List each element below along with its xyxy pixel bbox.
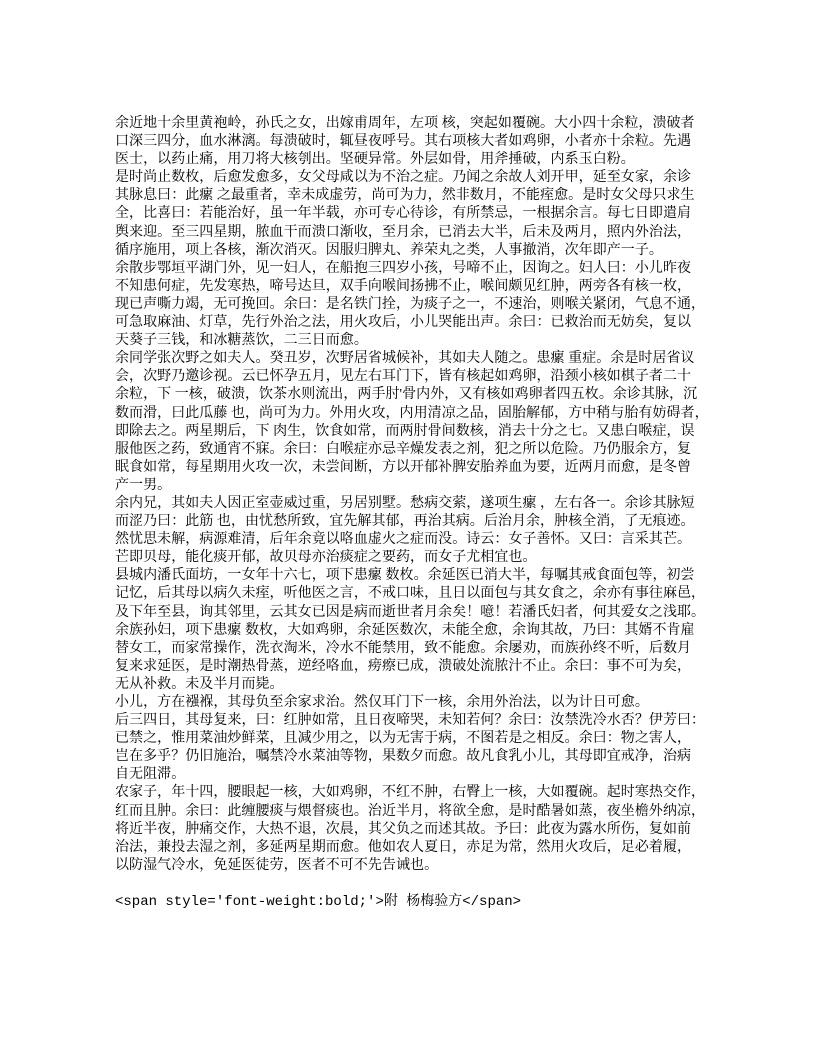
paragraph [115, 784, 707, 874]
text-line: 治法，兼投去湿之剂，多延两星期而愈。他如农人夏日，赤足为常，然用火攻后，足必着履， [115, 839, 692, 855]
text-line: 已禁之，惟用菜油炒鲜菜，且减少用之，以为无害于病，不图若是之相反。余曰：物之害人， [115, 731, 692, 747]
paragraph [115, 115, 707, 169]
text-line: 县城内潘氏面坊，一女年十六七，项下患瘰 数枚。余延医已消大半，每嘱其戒食面包等，初尝 [115, 568, 695, 584]
text-line: 将近半夜，肿痛交作，大热不退，次晨，其父负之而述其故。予曰：此夜为露水所伤，复如前 [115, 821, 692, 837]
text-line: 余族孙妇，项下患瘰 数枚，大如鸡卵，余延医数次，未能全愈，余询其故，乃曰：其婿不肯雇 [115, 622, 695, 638]
text-line: 循序施用，项上各核，渐次消灭。因服归脾丸、养荣丸之类，人事撤消，次年即产一子。 [115, 242, 663, 258]
text-line: 余内兄，其如夫人因正室壶威过重，另居别墅。愁病交萦，遂项生瘰 ，左右各一。余诊其脉短 [115, 495, 695, 511]
text-line: 即除去之。两星期后，下 肉生，饮食如常，而两肘骨间数核，消去十分之七。又患白喉症，误 [115, 423, 695, 439]
text-line: 农家子，年十四，腰眼起一核，大如鸡卵，不红不肿，右臀上一核，大如覆碗。起时寒热交作， [115, 785, 706, 801]
text-line: 不知患何症，先发寒热，啼号达旦，双手向喉间扬拂不止，喉间颇见红肿，两旁各有核一枚， [115, 278, 692, 294]
paragraph [115, 495, 707, 567]
text-line: 岂在多乎？仍旧施治，嘱禁冷水菜油等物，果数夕而愈。故凡食乳小儿，其母即宜戒净，治病 [115, 749, 692, 765]
text-line: 余同学张次野之如夫人。癸丑岁，次野居省城候补，其如夫人随之。患瘰 重症。余是时居省议 [115, 351, 695, 367]
text-line: 替女工，而家常操作，洗衣淘米，冷水不能禁用，致不能愈。余屡劝，而族孙终不听，后数月 [115, 640, 692, 656]
paragraph [115, 567, 707, 621]
text-line: 及下年至县，询其邻里，云其女已因是病而逝世者月余矣！噫！若潘氏妇者，何其爱女之浅耶。 [115, 604, 706, 620]
text-line: 红而且肿。余曰：此缠腰痰与煨督痰也。治近半月，将欲全愈，是时酷暑如蒸，夜坐檐外纳凉， [115, 803, 706, 819]
text-line: 以防湿气冷水，免延医徒劳，医者不可不先告诫也。 [115, 857, 439, 873]
text-body [115, 115, 707, 911]
text-line: 余粒，下 一核，破溃，饮茶水则流出，两手肘'骨内外，又有核如鸡卵者四五枚。余诊其脉，沉 [115, 387, 698, 403]
text-line: 数而滑，曰此瓜藤 也，尚可为力。外用火攻，内用清凉之品，固胎解郁，方中稍与胎有妨碍者， [115, 405, 709, 421]
text-line: 芒即贝母，能化痰开郁，故贝母亦治痰症之要药，而女子尤相宜也。 [115, 550, 537, 566]
text-line: 口深三四分，血水淋漓。每溃破时，辄昼夜呼号。其右项核大者如鸡卵，小者亦十余粒。先遇 [115, 134, 692, 150]
text-line: 复来求延医，是时潮热骨蒸，逆经咯血，痨瘵已成，溃破处流脓汁不止。余曰：事不可为矣， [115, 658, 692, 674]
text-line: 会，次野乃邀诊视。云已怀孕五月，见左右耳门下，皆有核起如鸡卵，沿颈小核如棋子者二十 [115, 369, 692, 385]
paragraph [115, 260, 707, 350]
text-line: 全，比喜曰：若能治好，虽一年半载，亦可专心待诊，有所禁忌，一根据余言。每七日即遣肩 [115, 206, 692, 222]
paragraph [115, 712, 707, 784]
text-line: 其脉息曰：此瘰 之最重者，幸未成虚劳，尚可为力，然非数月，不能痓愈。是时女父母只求生 [115, 188, 695, 204]
text-line: 记忆，后其母以病久未痓，听他医之言，不戒口味，且日以面包与其女食之，余亦有事往麻邑， [115, 586, 706, 602]
text-line: 天葵子三钱，和冰糖蒸饮，二三日而愈。 [115, 333, 368, 349]
text-line: 后三四日，其母复来，曰：红肿如常，且日夜啼哭，未知若何？余曰：汝禁洗冷水否？伊芳曰： [115, 713, 706, 729]
text-line: 余散步鄂垣平湖门外，见一妇人，在船抱三四岁小孩，号啼不止，因询之。妇人曰：小儿昨夜 [115, 260, 692, 276]
text-line: 舆来迎。至三四星期，脓血干而溃口渐收，至月余，已消去大半，后未及两月，照内外治法， [115, 224, 692, 240]
paragraphs-container [115, 115, 707, 875]
paragraph [115, 694, 707, 712]
text-line: 而涩乃曰：此筋 也，由忧愁所致，宜先解其郁，再治其病。后治月余，肿核全消，了无痕迹。 [115, 514, 695, 530]
text-line: 是时尚止数枚，后愈发愈多，女父母咸以为不治之症。乃闻之余故人刘开甲，延至女家，余诊 [115, 170, 692, 186]
text-line: 然忧思未解，病源难清，后年余竟以咯血虚火之症而没。诗云：女子善怀。又曰：言采其芒。 [115, 532, 692, 548]
raw-html-text-line: <span style='font-weight:bold;'>附 杨梅验方</span> [115, 893, 522, 910]
text-line: 小儿，方在襁褓，其母负至余家求治。然仅耳门下一核，余用外治法，以为计日可愈。 [115, 695, 649, 710]
paragraph [115, 350, 707, 495]
text-line: 眠食如常，每星期用火攻一次，未尝间断，方以开郁补脾安胎养血为要，近两月而愈，是冬曾 [115, 459, 692, 475]
text-line: 无从补救。未及半月而毙。 [115, 676, 284, 692]
paragraph [115, 169, 707, 259]
text-line: 医士，以药止痛，用刀将大核刳出。坚硬异常。外层如骨，用斧捶破，内系玉白粉。 [115, 152, 635, 168]
text-line: 自无阻滞。 [115, 767, 186, 783]
text-line: 余近地十余里黄袍岭，孙氏之女，出嫁甫周年，左项 核，突起如覆碗。大小四十余粒，溃破者 [115, 116, 695, 131]
text-line: 产一男。 [115, 477, 172, 493]
text-line: 可急取麻油、灯草，先行外治之法，用火攻后，小儿哭能出声。余曰：已救治而无妨矣，复以 [115, 315, 692, 331]
text-line: 现已声嘶力竭，无可挽回。余曰：是名铁门拴，为痰子之一，不速治，则喉关紧闭，气息不通， [115, 296, 706, 312]
text-line: 服他医之药，致通宵不寐。余曰：白喉症亦忌辛燥发表之剂，犯之所以危险。乃仍服余方，复 [115, 441, 692, 457]
paragraph [115, 622, 707, 694]
